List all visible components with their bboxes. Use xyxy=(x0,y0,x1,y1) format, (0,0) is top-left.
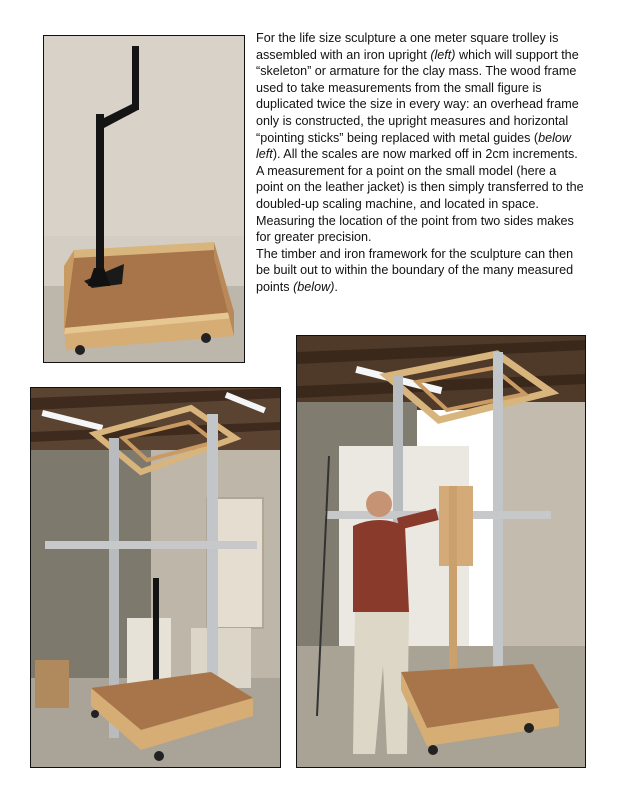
paragraph-measurement-transfer: A measurement for a point on the small model (here a point on the leather jacket) is then simply transferred to the doubled-up scaling machine, and located in space. Measuring the location of the point from two sides makes for greater precision. xyxy=(256,163,584,245)
sculptor-shirt xyxy=(353,520,409,612)
text-run-italic: (below) xyxy=(293,279,335,294)
iron-upright-post xyxy=(153,578,159,686)
text-run: For the life size sculpture a one meter square trolley is assembled with an iron upright xyxy=(256,31,559,62)
iron-upright-post xyxy=(96,114,104,286)
trolley-wheel xyxy=(524,723,534,733)
cardboard-box xyxy=(35,660,69,708)
sculptor-head xyxy=(366,491,392,517)
trolley-wheel xyxy=(201,333,211,343)
text-run: The timber and iron framework for the sculpture can then be built out to within the boundary of the many measured points xyxy=(256,246,574,294)
text-run-italic: (left) xyxy=(430,47,456,62)
iron-upright-top xyxy=(132,46,139,110)
text-run-italic: below left xyxy=(256,130,572,162)
paragraph-framework xyxy=(256,246,586,296)
text-run: . xyxy=(334,279,338,294)
trolley-wheel xyxy=(75,345,85,355)
text-run: ). All the scales are now marked off in 2cm increments. xyxy=(272,147,578,162)
photo-scaling-machine-frame xyxy=(30,387,281,768)
aluminium-horizontal-guide xyxy=(45,541,257,549)
timber-armature-post xyxy=(449,486,457,686)
trolley-wheel xyxy=(428,745,438,755)
photo-panelled-wall xyxy=(497,402,585,662)
photo-backdrop-wall-shadow xyxy=(44,36,244,236)
aluminium-upright-right xyxy=(207,414,218,714)
trolley-wheel xyxy=(154,751,164,761)
paragraph-trolley-description xyxy=(256,30,586,163)
text-run: which will support the “skeleton” or armature for the clay mass. The wood frame used to take measurements from the small figure is duplicated twice the size in every way: an overhead frame only is constructed, the upright measures and horizontal “pointing sticks” being replaced with metal guides ( xyxy=(256,47,579,145)
photo-trolley-iron-upright xyxy=(43,35,245,363)
trolley-wheel xyxy=(91,710,99,718)
photo-sculptor-measuring xyxy=(296,335,586,768)
article-body-text xyxy=(256,30,586,296)
